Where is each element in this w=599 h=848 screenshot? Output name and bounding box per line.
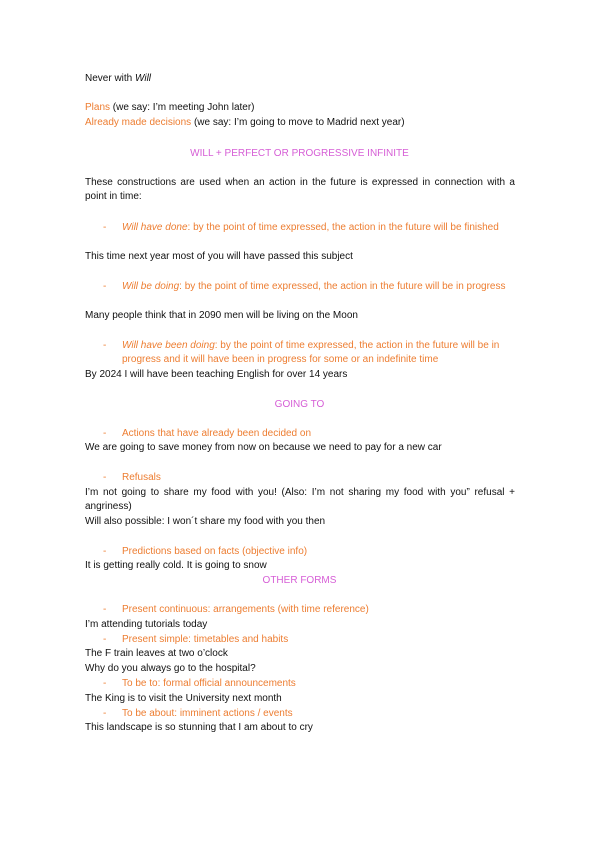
decisions-line: Already made decisions (we say: I’m going to move to Madrid next year) [85, 117, 405, 128]
bullet-will-have-been-doing: Will have been doing: by the point of time expressed, the action in the future will be in progress and it will have been in progress for some or an indefinite time [122, 340, 500, 365]
bullet-refusals: Refusals [122, 472, 161, 483]
bullet-decided-actions: Actions that have already been decided on [122, 428, 312, 439]
bullet-dash: - [103, 340, 107, 351]
example-will-have-done: This time next year most of you will have passed this subject [85, 251, 353, 262]
heading-will-perfect: WILL + PERFECT OR PROGRESSIVE INFINITE [190, 148, 409, 159]
bullet-will-be-doing: Will be doing: by the point of time expressed, the action in the future will be in progress [122, 281, 506, 292]
bullet-present-simple: Present simple: timetables and habits [122, 634, 289, 645]
bullet-dash: - [103, 678, 107, 689]
example-predictions: It is getting really cold. It is going to snow [85, 560, 267, 571]
bullet-to-be-about: To be about: imminent actions / events [122, 708, 293, 719]
heading-other-forms: OTHER FORMS [262, 575, 337, 586]
decisions-label: Already made decisions [85, 117, 192, 128]
bullet-will-have-done: Will have done: by the point of time expressed, the action in the future will be finished [122, 222, 499, 233]
bullet-dash: - [103, 222, 107, 233]
example-to-be-to: The King is to visit the University next month [85, 693, 282, 704]
bullet-dash: - [103, 708, 107, 719]
example-present-continuous: I’m attending tutorials today [85, 619, 208, 630]
example-will-be-doing: Many people think that in 2090 men will be living on the Moon [85, 310, 358, 321]
bullet-dash: - [103, 472, 107, 483]
bullet-dash: - [103, 634, 107, 645]
example-to-be-about: This landscape is so stunning that I am about to cry [85, 722, 313, 733]
bullet-present-continuous: Present continuous: arrangements (with time reference) [122, 604, 369, 615]
plans-line: Plans (we say: I’m meeting John later) [85, 102, 255, 113]
plans-label: Plans [85, 102, 111, 113]
example-refusals-will: Will also possible: I won´t share my food with you then [85, 516, 326, 527]
intro-paragraph: These constructions are used when an action in the future is expressed in connection with a point in time: [85, 177, 515, 202]
bullet-predictions: Predictions based on facts (objective info) [122, 546, 308, 557]
bullet-dash: - [103, 281, 107, 292]
bullet-to-be-to: To be to: formal official announcements [122, 678, 296, 689]
heading-going-to: GOING TO [274, 399, 325, 410]
example-decided-actions: We are going to save money from now on because we need to pay for a new car [85, 442, 442, 453]
bullet-dash: - [103, 604, 107, 615]
bullet-dash: - [103, 546, 107, 557]
bullet-dash: - [103, 428, 107, 439]
example-present-simple: The F train leaves at two o’clock [85, 648, 228, 659]
example-refusals: I’m not going to share my food with you! (Also: I’m not sharing my food with you” refusal + angriness) [85, 487, 515, 512]
never-with-will-line: Never with Will [85, 73, 152, 84]
example-present-simple-2: Why do you always go to the hospital? [85, 663, 256, 674]
example-will-have-been-doing: By 2024 I will have been teaching English for over 14 years [85, 369, 348, 380]
